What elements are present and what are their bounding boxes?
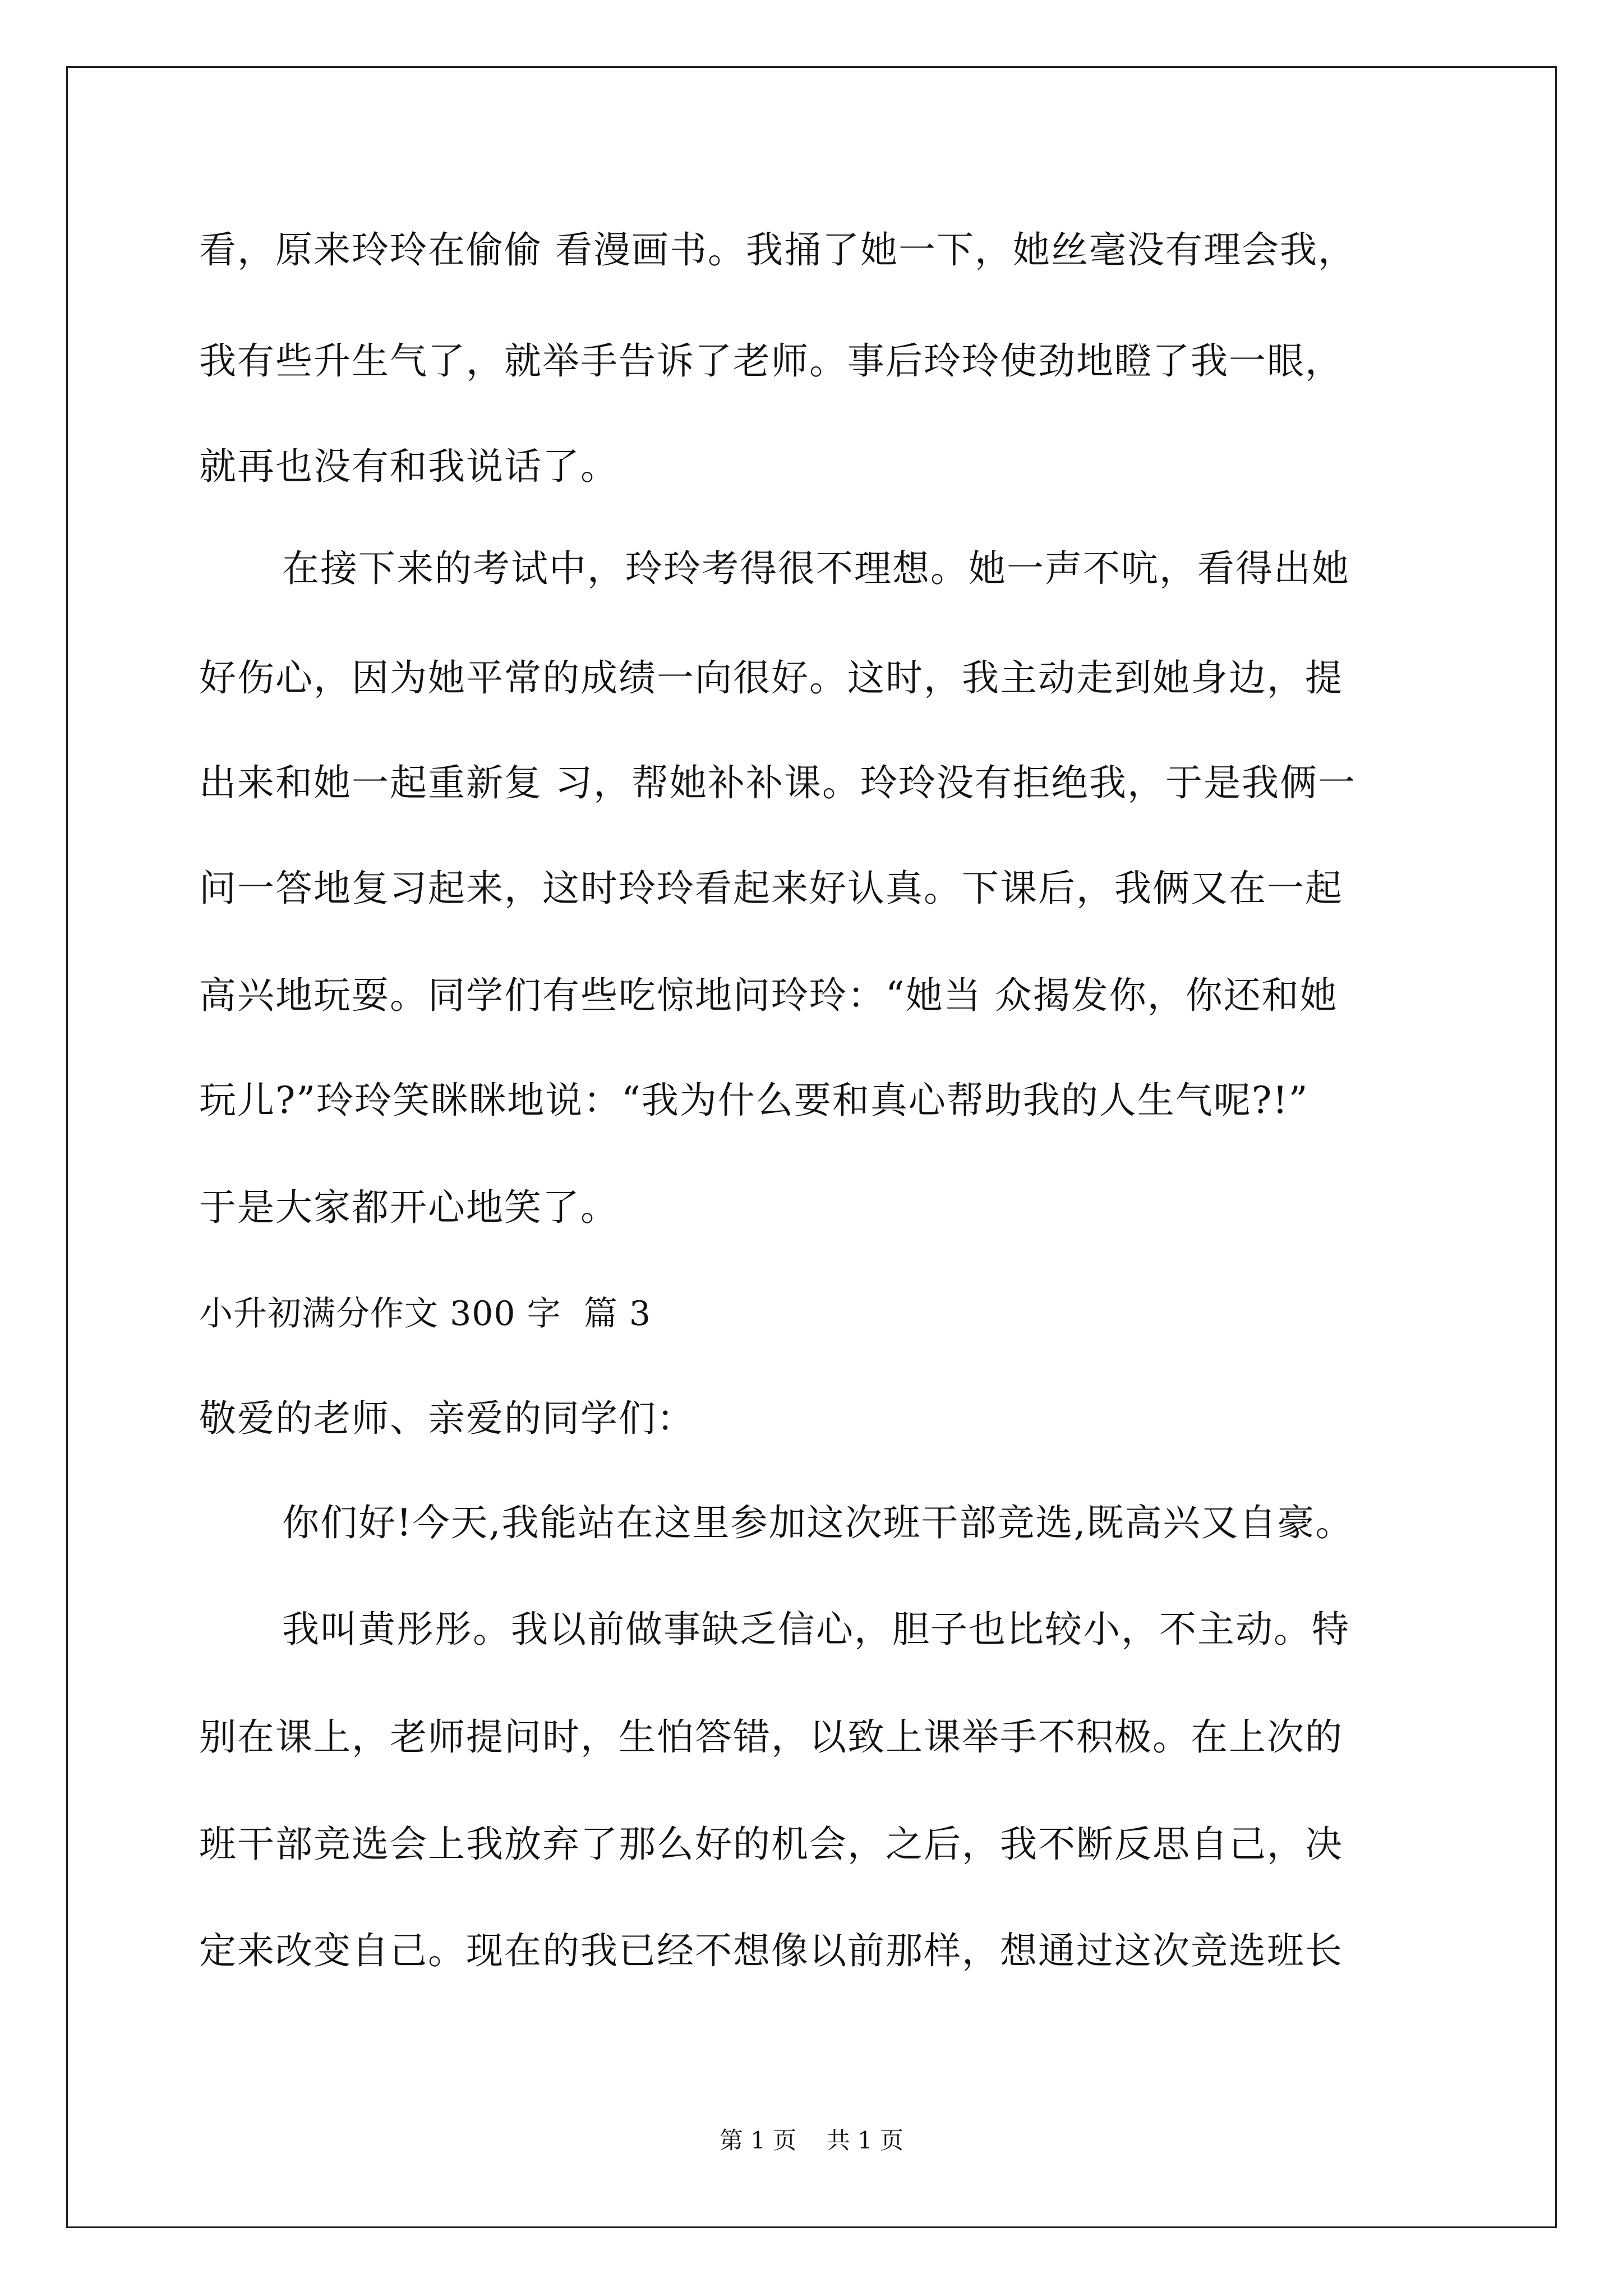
page-number-footer: 第 1 页 共 1 页 xyxy=(719,2127,904,2154)
paragraph-3-line-1: 你们好!今天,我能站在这里参加这次班干部竞选,既高兴又自豪。 xyxy=(282,1501,1354,1544)
paragraph-2-line-2: 好伤心，因为她平常的成绩一向很好。这时，我主动走到她身边，提 xyxy=(199,656,1343,700)
paragraph-1-line-3: 就再也没有和我说话了。 xyxy=(199,445,619,488)
paragraph-4-line-3: 班干部竞选会上我放弃了那么好的机会，之后，我不断反思自己，决 xyxy=(199,1823,1343,1866)
paragraph-4-line-2: 别在课上，老师提问时，生怕答错，以致上课举手不积极。在上次的 xyxy=(199,1715,1343,1759)
paragraph-1-line-2: 我有些升生气了，就举手告诉了老师。事后玲玲使劲地瞪了我一眼， xyxy=(199,339,1343,383)
paragraph-2-line-3: 出来和她一起重新复 习，帮她补补课。玲玲没有拒绝我，于是我俩一 xyxy=(199,761,1356,804)
page-border xyxy=(66,66,1557,2228)
salutation: 敬爱的老师、亲爱的同学们： xyxy=(199,1397,695,1440)
paragraph-2-line-6: 玩儿?”玲玲笑眯眯地说：“我为什么要和真心帮助我的人生气呢?!” xyxy=(199,1079,1309,1122)
paragraph-2-line-4: 问一答地复习起来，这时玲玲看起来好认真。下课后，我俩又在一起 xyxy=(199,867,1343,910)
paragraph-2-line-1: 在接下来的考试中，玲玲考得很不理想。她一声不吭，看得出她 xyxy=(282,547,1350,590)
paragraph-1-line-1: 看，原来玲玲在偷偷 看漫画书。我捅了她一下，她丝毫没有理会我， xyxy=(199,228,1356,272)
paragraph-2-line-7: 于是大家都开心地笑了。 xyxy=(199,1186,619,1229)
paragraph-4-line-1: 我叫黄彤彤。我以前做事缺乏信心，胆子也比较小，不主动。特 xyxy=(282,1608,1350,1651)
section-heading: 小升初满分作文 300 字 篇 3 xyxy=(199,1294,652,1333)
paragraph-2-line-5: 高兴地玩耍。同学们有些吃惊地问玲玲：“她当 众揭发你，你还和她 xyxy=(199,974,1338,1017)
paragraph-4-line-4: 定来改变自己。现在的我已经不想像以前那样，想通过这次竞选班长 xyxy=(199,1929,1343,1972)
